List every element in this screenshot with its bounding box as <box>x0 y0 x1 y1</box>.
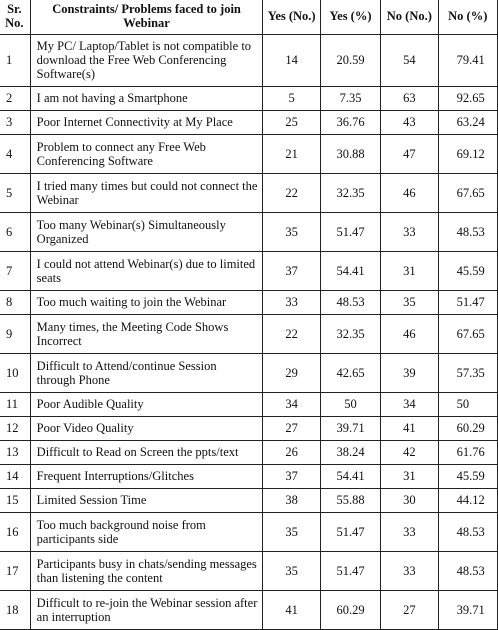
yes-count-cell: 27 <box>263 417 320 441</box>
yes-count-cell: 26 <box>263 441 320 465</box>
table-body <box>0 35 498 630</box>
header-sr-no: Sr. No. <box>0 0 30 35</box>
yes-percent-cell: 54.41 <box>320 465 380 489</box>
constraint-cell: Poor Video Quality <box>30 417 263 441</box>
sr-no-cell: 3 <box>0 111 30 135</box>
yes-count-cell: 5 <box>263 87 320 111</box>
no-percent-cell: 39.71 <box>438 591 497 630</box>
no-percent-cell: 44.12 <box>438 489 497 513</box>
no-percent-cell: 79.41 <box>438 35 497 87</box>
yes-percent-cell: 51.47 <box>320 213 380 252</box>
yes-percent-cell: 20.59 <box>320 35 380 87</box>
table-row <box>0 513 498 552</box>
table-row <box>0 315 498 354</box>
no-percent-cell: 45.59 <box>438 465 497 489</box>
sr-no-cell: 17 <box>0 552 30 591</box>
sr-no-cell: 1 <box>0 35 30 87</box>
table-row <box>0 87 498 111</box>
table-row <box>0 441 498 465</box>
yes-count-cell: 22 <box>263 174 320 213</box>
constraint-cell: Many times, the Meeting Code Shows Incorrect <box>30 315 263 354</box>
table-row <box>0 393 498 417</box>
no-percent-cell: 69.12 <box>438 135 497 174</box>
no-count-cell: 42 <box>381 441 438 465</box>
table-row <box>0 252 498 291</box>
no-percent-cell: 67.65 <box>438 174 497 213</box>
table-row <box>0 291 498 315</box>
table-row <box>0 174 498 213</box>
no-percent-cell: 45.59 <box>438 252 497 291</box>
no-count-cell: 33 <box>381 213 438 252</box>
yes-count-cell: 33 <box>263 291 320 315</box>
sr-no-cell: 15 <box>0 489 30 513</box>
header-yes-count: Yes (No.) <box>263 0 320 35</box>
yes-count-cell: 29 <box>263 354 320 393</box>
no-count-cell: 33 <box>381 513 438 552</box>
yes-count-cell: 35 <box>263 513 320 552</box>
yes-percent-cell: 32.35 <box>320 174 380 213</box>
yes-percent-cell: 51.47 <box>320 513 380 552</box>
yes-count-cell: 14 <box>263 35 320 87</box>
no-percent-cell: 67.65 <box>438 315 497 354</box>
constraint-cell: Participants busy in chats/sending messages than listening the content <box>30 552 263 591</box>
constraint-cell: Limited Session Time <box>30 489 263 513</box>
no-count-cell: 33 <box>381 552 438 591</box>
header-row <box>0 0 498 35</box>
yes-percent-cell: 60.29 <box>320 591 380 630</box>
sr-no-cell: 18 <box>0 591 30 630</box>
constraint-cell: Too many Webinar(s) Simultaneously Organized <box>30 213 263 252</box>
no-percent-cell: 50 <box>438 393 497 417</box>
constraint-cell: Too much background noise from participants side <box>30 513 263 552</box>
no-count-cell: 35 <box>381 291 438 315</box>
header-yes-percent: Yes (%) <box>320 0 380 35</box>
yes-percent-cell: 50 <box>320 393 380 417</box>
yes-count-cell: 37 <box>263 465 320 489</box>
sr-no-cell: 11 <box>0 393 30 417</box>
sr-no-cell: 12 <box>0 417 30 441</box>
yes-count-cell: 38 <box>263 489 320 513</box>
no-count-cell: 46 <box>381 315 438 354</box>
no-count-cell: 30 <box>381 489 438 513</box>
yes-percent-cell: 30.88 <box>320 135 380 174</box>
table-row <box>0 111 498 135</box>
header-constraint: Constraints/ Problems faced to join Webinar <box>30 0 263 35</box>
no-count-cell: 34 <box>381 393 438 417</box>
yes-count-cell: 35 <box>263 552 320 591</box>
yes-count-cell: 41 <box>263 591 320 630</box>
no-count-cell: 43 <box>381 111 438 135</box>
constraint-cell: I tried many times but could not connect the Webinar <box>30 174 263 213</box>
yes-percent-cell: 51.47 <box>320 552 380 591</box>
no-count-cell: 41 <box>381 417 438 441</box>
sr-no-cell: 13 <box>0 441 30 465</box>
table-row <box>0 591 498 630</box>
constraint-cell: Poor Internet Connectivity at My Place <box>30 111 263 135</box>
yes-percent-cell: 48.53 <box>320 291 380 315</box>
table-row <box>0 465 498 489</box>
constraint-cell: Frequent Interruptions/Glitches <box>30 465 263 489</box>
constraint-cell: Poor Audible Quality <box>30 393 263 417</box>
yes-percent-cell: 39.71 <box>320 417 380 441</box>
table-row <box>0 552 498 591</box>
yes-percent-cell: 55.88 <box>320 489 380 513</box>
yes-count-cell: 22 <box>263 315 320 354</box>
no-percent-cell: 60.29 <box>438 417 497 441</box>
constraint-cell: Difficult to Read on Screen the ppts/text <box>30 441 263 465</box>
no-count-cell: 39 <box>381 354 438 393</box>
yes-percent-cell: 42.65 <box>320 354 380 393</box>
sr-no-cell: 2 <box>0 87 30 111</box>
constraint-cell: Difficult to Attend/continue Session through Phone <box>30 354 263 393</box>
constraint-cell: I am not having a Smartphone <box>30 87 263 111</box>
yes-count-cell: 21 <box>263 135 320 174</box>
sr-no-cell: 5 <box>0 174 30 213</box>
sr-no-cell: 4 <box>0 135 30 174</box>
no-percent-cell: 51.47 <box>438 291 497 315</box>
no-count-cell: 46 <box>381 174 438 213</box>
yes-percent-cell: 38.24 <box>320 441 380 465</box>
no-count-cell: 54 <box>381 35 438 87</box>
no-percent-cell: 48.53 <box>438 513 497 552</box>
yes-percent-cell: 54.41 <box>320 252 380 291</box>
table-row <box>0 417 498 441</box>
no-count-cell: 31 <box>381 465 438 489</box>
no-count-cell: 31 <box>381 252 438 291</box>
yes-percent-cell: 32.35 <box>320 315 380 354</box>
no-percent-cell: 63.24 <box>438 111 497 135</box>
sr-no-cell: 6 <box>0 213 30 252</box>
yes-count-cell: 25 <box>263 111 320 135</box>
constraint-cell: Problem to connect any Free Web Conferencing Software <box>30 135 263 174</box>
constraint-cell: Too much waiting to join the Webinar <box>30 291 263 315</box>
constraint-cell: Difficult to re-join the Webinar session after an interruption <box>30 591 263 630</box>
no-percent-cell: 48.53 <box>438 552 497 591</box>
header-no-count: No (No.) <box>381 0 438 35</box>
no-percent-cell: 48.53 <box>438 213 497 252</box>
constraint-cell: My PC/ Laptop/Tablet is not compatible to download the Free Web Conferencing Software(s) <box>30 35 263 87</box>
no-count-cell: 47 <box>381 135 438 174</box>
yes-count-cell: 37 <box>263 252 320 291</box>
table-row <box>0 213 498 252</box>
no-count-cell: 27 <box>381 591 438 630</box>
yes-count-cell: 34 <box>263 393 320 417</box>
header-no-percent: No (%) <box>438 0 497 35</box>
table-row <box>0 354 498 393</box>
yes-count-cell: 35 <box>263 213 320 252</box>
table-row <box>0 135 498 174</box>
sr-no-cell: 16 <box>0 513 30 552</box>
sr-no-cell: 10 <box>0 354 30 393</box>
yes-percent-cell: 7.35 <box>320 87 380 111</box>
no-percent-cell: 61.76 <box>438 441 497 465</box>
constraint-cell: I could not attend Webinar(s) due to limited seats <box>30 252 263 291</box>
no-percent-cell: 57.35 <box>438 354 497 393</box>
sr-no-cell: 7 <box>0 252 30 291</box>
yes-percent-cell: 36.76 <box>320 111 380 135</box>
table-row <box>0 35 498 87</box>
sr-no-cell: 14 <box>0 465 30 489</box>
table-row <box>0 489 498 513</box>
sr-no-cell: 8 <box>0 291 30 315</box>
sr-no-cell: 9 <box>0 315 30 354</box>
no-count-cell: 63 <box>381 87 438 111</box>
no-percent-cell: 92.65 <box>438 87 497 111</box>
